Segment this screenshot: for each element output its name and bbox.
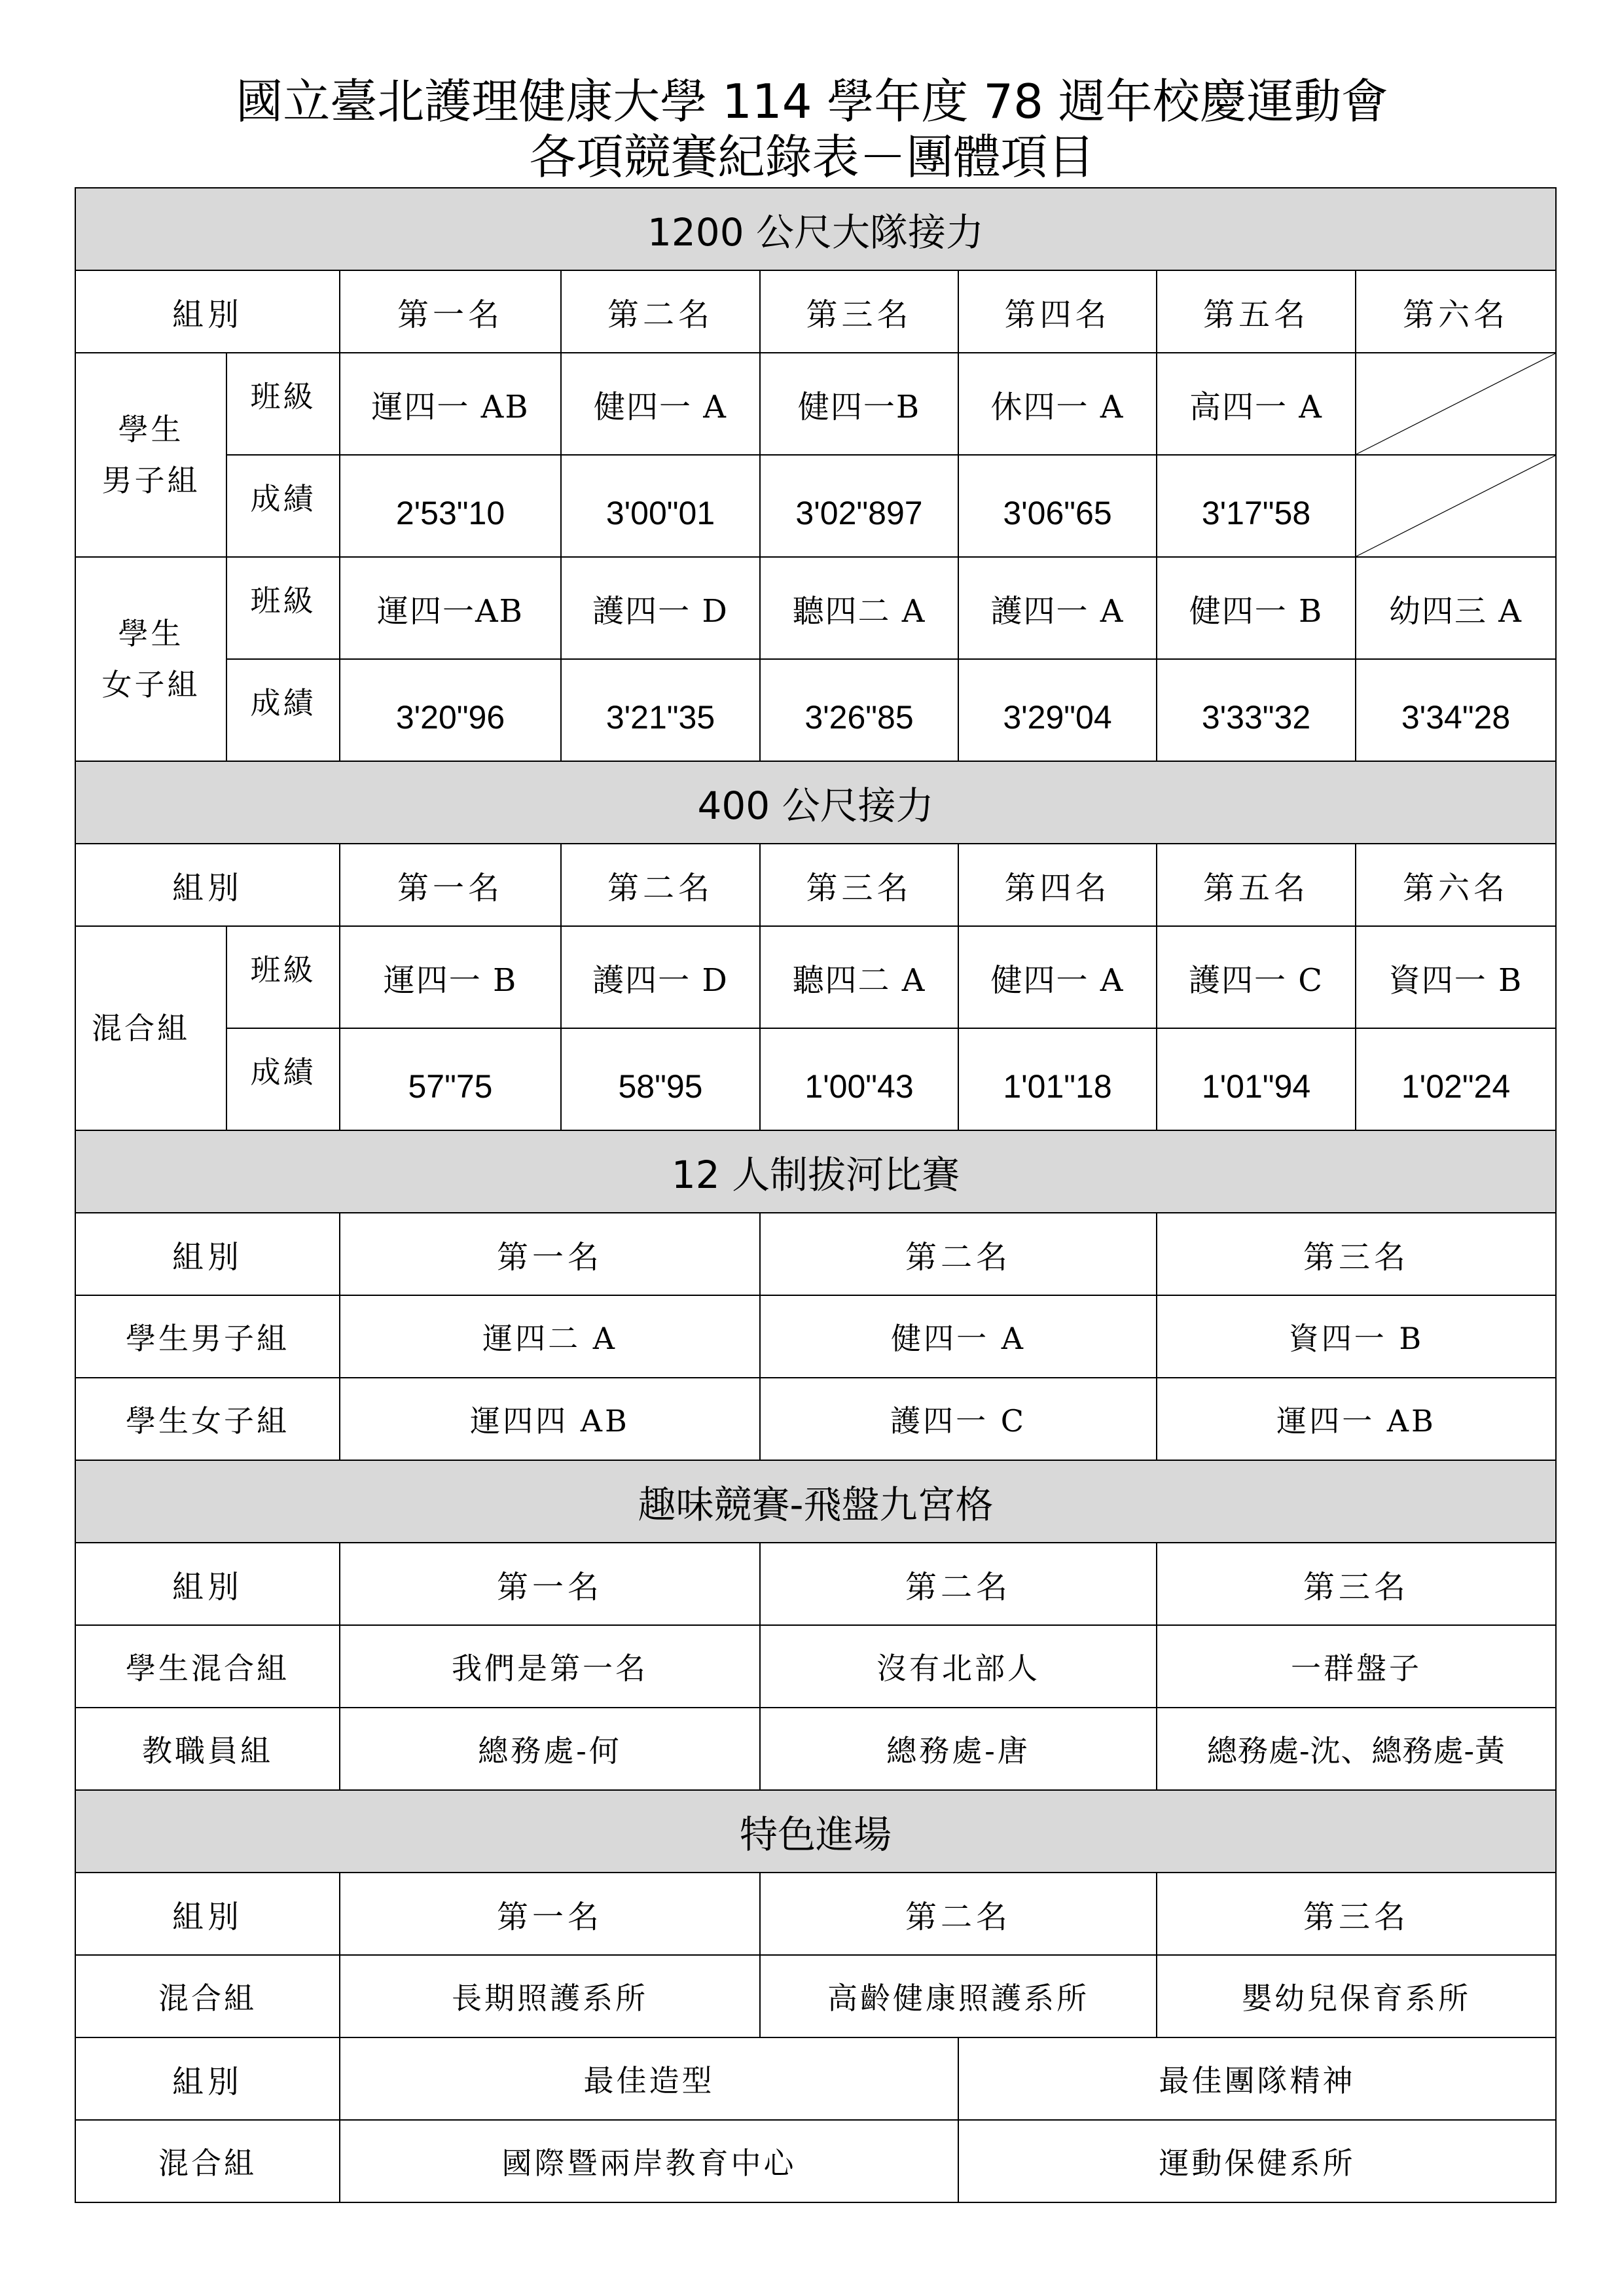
rank-2-header: 第二名 [561,844,760,926]
rank-3-header: 第三名 [760,270,958,353]
header-row-1200m [75,270,1556,353]
class-label: 班級 [226,557,340,659]
frisbee-students-rank-2: 沒有北部人 [760,1625,1157,1708]
tug-group-female: 學生女子組 [75,1378,340,1460]
entrance-row-mixed [75,1955,1556,2037]
female-score-row [75,659,1556,761]
rank-1-header: 第一名 [340,1873,760,1955]
rank-2-header: 第二名 [561,270,760,353]
rank-2-header: 第二名 [760,1213,1157,1295]
header-row-tug-of-war [75,1213,1556,1295]
tug-female-rank-1: 運四四 AB [340,1378,760,1460]
mixed-class-2: 護四一 D [561,926,760,1028]
frisbee-students-rank-3: 一群盤子 [1157,1625,1556,1708]
frisbee-staff-rank-3: 總務處-沈、總務處-黃 [1157,1708,1556,1790]
female-class-6: 幼四三 A [1356,557,1556,659]
class-label: 班級 [226,353,340,455]
frisbee-group-students: 學生混合組 [75,1625,340,1708]
header-row-special-awards [75,2037,1556,2120]
male-score-6-empty [1356,455,1556,557]
rank-1-header: 第一名 [340,844,561,926]
rank-4-header: 第四名 [958,844,1157,926]
section-title-400m-relay: 400 公尺接力 [75,761,1556,844]
female-score-1: 3'20"96 [340,659,561,761]
rank-1-header: 第一名 [340,1213,760,1295]
score-label: 成績 [226,455,340,557]
male-class-5: 高四一 A [1157,353,1356,455]
mixed-class-4: 健四一 A [958,926,1157,1028]
male-class-1: 運四一 AB [340,353,561,455]
diagonal-line [1356,353,1555,454]
document-title-line-1: 國立臺北護理健康大學 114 學年度 78 週年校慶運動會 [236,74,1388,129]
female-group-label [75,557,226,761]
mixed-group-label: 混合組 [75,926,226,1130]
section-header-frisbee [75,1460,1556,1543]
frisbee-staff-rank-1: 總務處-何 [340,1708,760,1790]
rank-5-header: 第五名 [1157,844,1356,926]
male-score-4: 3'06"65 [958,455,1157,557]
group-header: 組別 [75,1213,340,1295]
section-header-400m-relay [75,761,1556,844]
frisbee-group-staff: 教職員組 [75,1708,340,1790]
mixed-class-5: 護四一 C [1157,926,1356,1028]
entrance-rank-1: 長期照護系所 [340,1955,760,2037]
records-table [75,187,1557,2203]
entrance-rank-3: 嬰幼兒保育系所 [1157,1955,1556,2037]
female-class-1: 運四一AB [340,557,561,659]
group-header: 組別 [75,270,340,353]
tug-row-female [75,1378,1556,1460]
header-row-400m [75,844,1556,926]
male-score-3: 3'02"897 [760,455,958,557]
score-label: 成績 [226,1028,340,1130]
female-class-2: 護四一 D [561,557,760,659]
group-header: 組別 [75,1543,340,1625]
female-score-2: 3'21"35 [561,659,760,761]
female-class-4: 護四一 A [958,557,1157,659]
diagonal-line [1356,456,1555,556]
section-title-tug-of-war: 12 人制拔河比賽 [75,1130,1556,1213]
special-group-mixed: 混合組 [75,2120,340,2202]
male-class-6-empty [1356,353,1556,455]
female-class-5: 健四一 B [1157,557,1356,659]
male-score-row [75,455,1556,557]
rank-1-header: 第一名 [340,270,561,353]
group-header: 組別 [75,844,340,926]
mixed-score-3: 1'00"43 [760,1028,958,1130]
tug-female-rank-2: 護四一 C [760,1378,1157,1460]
rank-3-header: 第三名 [1157,1213,1556,1295]
male-score-5: 3'17"58 [1157,455,1356,557]
female-class-row [75,557,1556,659]
best-costume-winner: 國際暨兩岸教育中心 [340,2120,958,2202]
tug-male-rank-3: 資四一 B [1157,1295,1556,1378]
frisbee-row-staff [75,1708,1556,1790]
male-class-4: 休四一 A [958,353,1157,455]
rank-3-header: 第三名 [760,844,958,926]
rank-2-header: 第二名 [760,1543,1157,1625]
frisbee-staff-rank-2: 總務處-唐 [760,1708,1157,1790]
female-class-3: 聽四二 A [760,557,958,659]
mixed-class-3: 聽四二 A [760,926,958,1028]
male-class-row [75,353,1556,455]
tug-group-male: 學生男子組 [75,1295,340,1378]
mixed-score-5: 1'01"94 [1157,1028,1356,1130]
section-header-1200m-relay [75,188,1556,270]
best-team-spirit-winner: 運動保健系所 [958,2120,1556,2202]
frisbee-students-rank-1: 我們是第一名 [340,1625,760,1708]
male-score-2: 3'00"01 [561,455,760,557]
mixed-score-6: 1'02"24 [1356,1028,1556,1130]
female-score-5: 3'33"32 [1157,659,1356,761]
male-score-1: 2'53"10 [340,455,561,557]
rank-5-header: 第五名 [1157,270,1356,353]
male-group-label [75,353,226,557]
female-group-line1: 學生 [118,616,184,651]
best-team-spirit-header: 最佳團隊精神 [958,2037,1556,2120]
mixed-score-1: 57"75 [340,1028,561,1130]
section-title-entrance: 特色進場 [75,1790,1556,1873]
male-group-line1: 學生 [118,412,184,447]
male-group-line2: 男子組 [101,463,200,498]
female-group-line2: 女子組 [101,667,200,702]
female-score-3: 3'26"85 [760,659,958,761]
mixed-class-row [75,926,1556,1028]
rank-3-header: 第三名 [1157,1543,1556,1625]
class-label: 班級 [226,926,340,1028]
frisbee-row-students [75,1625,1556,1708]
group-header: 組別 [75,2037,340,2120]
male-class-2: 健四一 A [561,353,760,455]
header-row-entrance [75,1873,1556,1955]
rank-6-header: 第六名 [1356,270,1556,353]
mixed-score-4: 1'01"18 [958,1028,1157,1130]
section-title-1200m-relay: 1200 公尺大隊接力 [75,188,1556,270]
entrance-rank-2: 高齡健康照護系所 [760,1955,1157,2037]
special-awards-row-mixed [75,2120,1556,2202]
rank-4-header: 第四名 [958,270,1157,353]
female-score-6: 3'34"28 [1356,659,1556,761]
entrance-group-mixed: 混合組 [75,1955,340,2037]
document-title-line-2: 各項競賽紀錄表－團體項目 [529,130,1095,185]
mixed-class-1: 運四一 B [340,926,561,1028]
rank-3-header: 第三名 [1157,1873,1556,1955]
section-header-tug-of-war [75,1130,1556,1213]
tug-male-rank-2: 健四一 A [760,1295,1157,1378]
tug-female-rank-3: 運四一 AB [1157,1378,1556,1460]
male-class-3: 健四一B [760,353,958,455]
tug-male-rank-1: 運四二 A [340,1295,760,1378]
mixed-score-row [75,1028,1556,1130]
rank-1-header: 第一名 [340,1543,760,1625]
rank-2-header: 第二名 [760,1873,1157,1955]
female-score-4: 3'29"04 [958,659,1157,761]
best-costume-header: 最佳造型 [340,2037,958,2120]
mixed-class-6: 資四一 B [1356,926,1556,1028]
score-label: 成績 [226,659,340,761]
group-header: 組別 [75,1873,340,1955]
section-title-frisbee: 趣味競賽-飛盤九宮格 [75,1460,1556,1543]
mixed-score-2: 58"95 [561,1028,760,1130]
header-row-frisbee [75,1543,1556,1625]
rank-6-header: 第六名 [1356,844,1556,926]
tug-row-male [75,1295,1556,1378]
section-header-entrance [75,1790,1556,1873]
